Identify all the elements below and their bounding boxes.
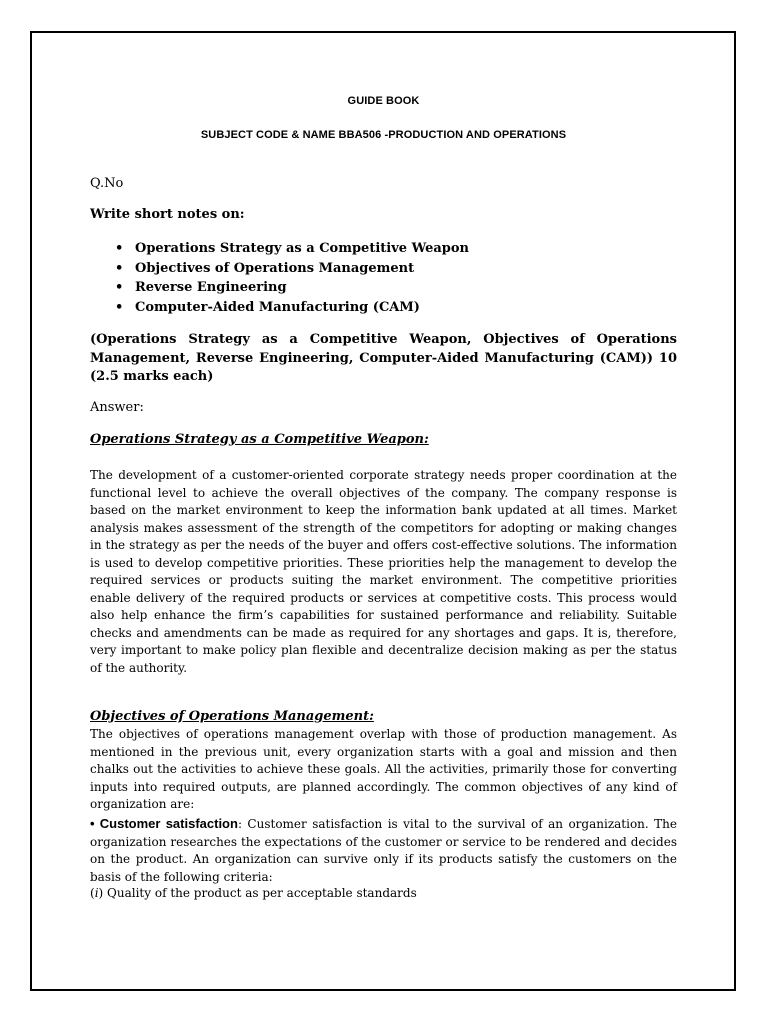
bullet-icon: • [115, 241, 124, 256]
instruction-text: Write short notes on: [90, 207, 245, 222]
bullet-icon: • [115, 299, 124, 315]
sub-point-marker: i [94, 886, 99, 900]
list-item [90, 278, 469, 298]
section-body-objectives: The objectives of operations management overlap with those of production management. As mentioned in the previous unit, every organization starts with a goal and mission and then chalks out the activities to achieve these goals. All the activities, primarily those for converting inputs into required outputs, are planned accordingly. The common objectives of any kind of organization are: [90, 727, 677, 811]
list-item-text: Operations Strategy as a Competitive Weapon [135, 241, 470, 256]
marks-note: (Operations Strategy as a Competitive Weapon, Objectives of Operations Management, Reverse Engineering, Computer-Aided Manufacturing (CAM)) 10 (2.5 marks each) [90, 332, 677, 384]
list-item-text: Computer-Aided Manufacturing (CAM) [135, 299, 420, 315]
point-body: : Customer satisfaction is vital to the survival of an organization. The organization researches the expectations of the customer or service to be rendered and decides on the product. An organization can survive only if its products satisfy the customers on the basis of the following criteria: [90, 817, 677, 884]
section-title-operations-strategy: Operations Strategy as a Competitive Weapon: [90, 432, 429, 447]
list-item-text: Reverse Engineering [135, 280, 287, 295]
subject-heading: SUBJECT CODE & NAME BBA506 -PRODUCTION AND OPERATIONS [200, 129, 567, 141]
list-item [90, 298, 469, 318]
section-title-objectives: Objectives of Operations Management: [90, 709, 374, 724]
topic-list [90, 239, 469, 317]
list-item-text: Objectives of Operations Management [135, 260, 415, 276]
customer-satisfaction-point [90, 815, 677, 886]
question-number: Q.No [90, 176, 124, 191]
answer-label: Answer: [90, 400, 144, 415]
sub-point-text: Quality of the product as per acceptable standards [107, 886, 417, 900]
section-body-operations-strategy: The development of a customer-oriented corporate strategy needs proper coordination at the functional level to achieve the overall objectives of the company. The company response is based on the market environment to keep the information bank updated at all times. Market analysis makes assessment of the strength of the competitors for adopting or making changes in the strategy as per the needs of the buyer and offers cost-effective solutions. The information is used to develop competitive priorities. These priorities help the management to develop the required services or products suiting the market environment. The competitive priorities enable delivery of the required products or services at competitive costs. This process would also help enhance the firm’s capabilities for sustained performance and reliability. Suitable checks and amendments can be made as required for any shortages and gaps. It is, therefore, very important to make policy plan flexible and decentralize decision making as per the status of the authority. [90, 468, 677, 675]
list-item [90, 259, 469, 279]
bullet-icon: • [115, 260, 124, 276]
sub-point [90, 885, 677, 903]
point-lead: • Customer satisfaction [90, 816, 238, 831]
sub-point-open: ( [90, 886, 95, 900]
list-item [90, 239, 469, 259]
sub-point-close: ) [98, 886, 108, 900]
bullet-icon: • [115, 280, 124, 295]
document-title: GUIDE BOOK [347, 95, 420, 107]
